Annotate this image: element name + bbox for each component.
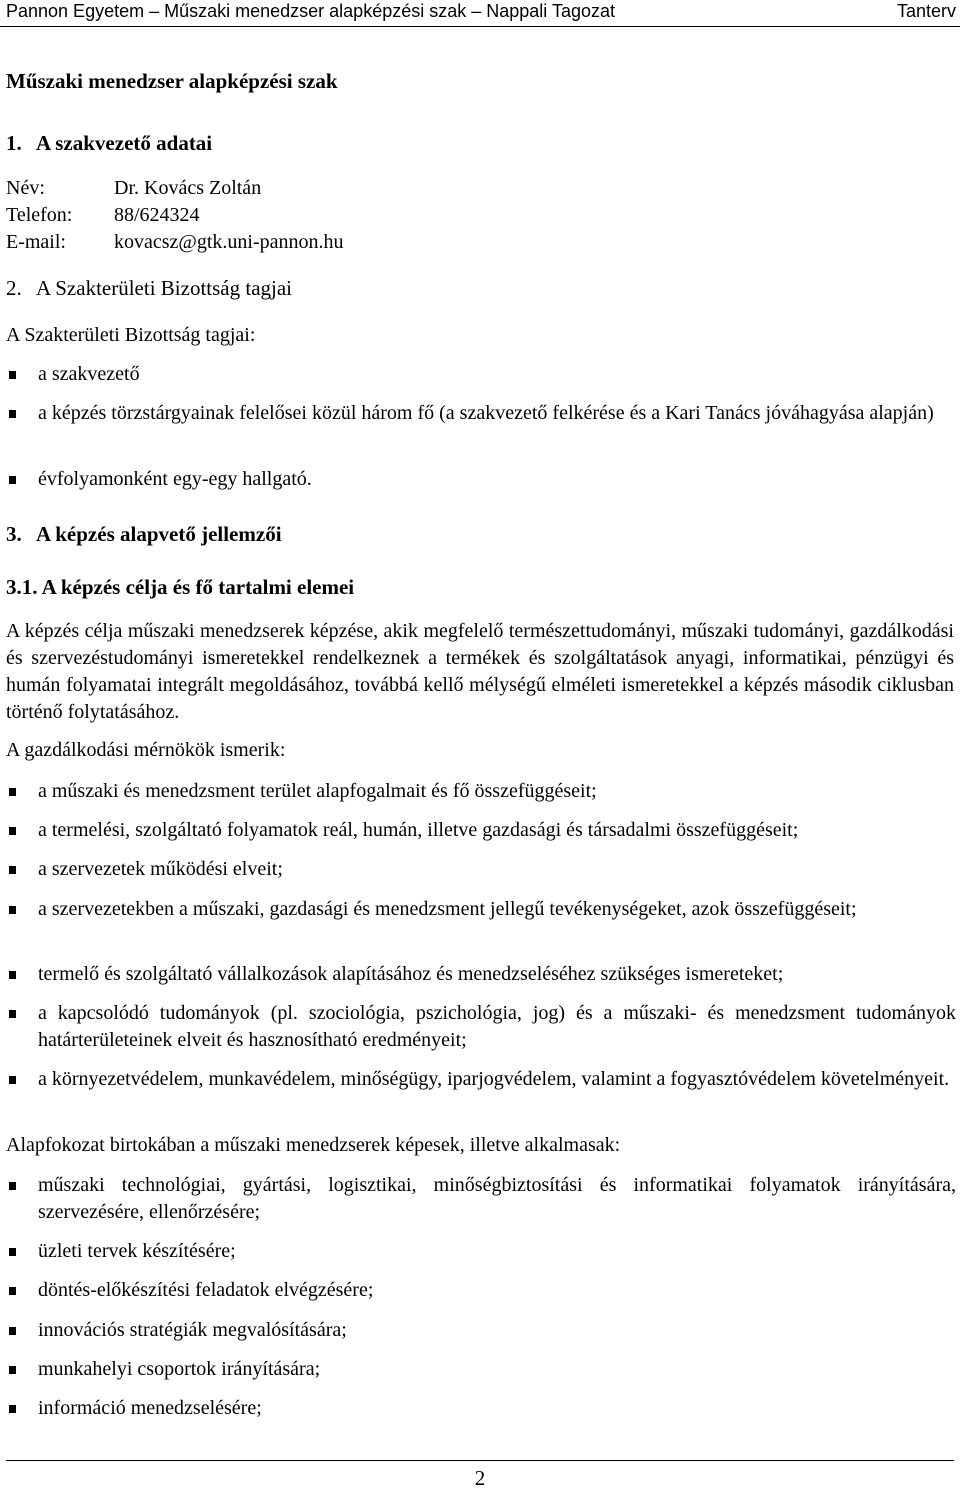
list-item-text: a képzés törzstárgyainak felelősei közül három fő (a szakvezető felkérése és a Kari Tanács jóváhagyása alapján)	[38, 402, 934, 424]
square-bullet-icon	[9, 1010, 16, 1018]
contact-phone-row	[6, 204, 200, 227]
list-item-text: termelő és szolgáltató vállalkozások alapításához és menedzseléséhez szükséges ismereteket;	[38, 963, 784, 985]
square-bullet-icon	[9, 1076, 16, 1084]
section-1-heading	[6, 131, 212, 156]
list-item-text: évfolyamonként egy-egy hallgató.	[38, 468, 312, 490]
square-bullet-icon	[9, 1287, 16, 1295]
section-2-heading	[6, 276, 292, 301]
list-item-text: műszaki technológiai, gyártási, logisztikai, minőségbiztosítási és informatikai folyamatok irányítására, szervezésére, ellenőrzésére;	[38, 1174, 956, 1223]
section-1-title: A szakvezető adatai	[36, 131, 213, 155]
list-item-text: innovációs stratégiák megvalósítására;	[38, 1319, 347, 1341]
page-number: 2	[474, 1466, 486, 1490]
square-bullet-icon	[9, 1182, 16, 1190]
section-2-number: 2.	[6, 276, 22, 300]
contact-email-label: E-mail:	[6, 231, 66, 253]
section-3-title: A képzés alapvető jellemzői	[36, 522, 282, 546]
goal-paragraph: A képzés célja műszaki menedzserek képzése, akik megfelelő természettudományi, műszaki tudományi, gazdálkodási és szervezéstudományi ismeretekkel rendelkeznek a termékek és szolgáltatások anyagi, informatikai, pénzügyi és humán folyamatai integrált megoldásához, továbbá kellő mélységű elméleti ismeretekkel a képzés második ciklusban történő folytatásához.	[6, 620, 954, 723]
section-2-title: A Szakterületi Bizottság tagjai	[36, 276, 293, 300]
list-item-text: a szakvezető	[38, 363, 140, 385]
contact-email-value: kovacsz@gtk.uni-pannon.hu	[114, 231, 344, 253]
contact-phone-label: Telefon:	[6, 204, 73, 226]
square-bullet-icon	[9, 1405, 16, 1413]
list-item-text: a szervezetekben a műszaki, gazdasági és menedzsment jellegű tevékenységeket, azok összefüggéseit;	[38, 898, 857, 920]
header-right-text: Tanterv	[896, 1, 956, 21]
list-item-text: információ menedzselésére;	[38, 1397, 262, 1419]
list-item-text: munkahelyi csoportok irányítására;	[38, 1358, 321, 1380]
list-item-text: döntés-előkészítési feladatok elvégzésére;	[38, 1279, 374, 1301]
square-bullet-icon	[9, 410, 16, 418]
square-bullet-icon	[9, 1366, 16, 1374]
section-2-intro: A Szakterületi Bizottság tagjai:	[6, 324, 256, 346]
square-bullet-icon	[9, 866, 16, 874]
abilities-intro: Alapfokozat birtokában a műszaki menedzserek képesek, illetve alkalmasak:	[6, 1134, 621, 1156]
section-1-number: 1.	[6, 131, 22, 155]
square-bullet-icon	[9, 788, 16, 796]
square-bullet-icon	[9, 971, 16, 979]
square-bullet-icon	[9, 371, 16, 379]
list-item-text: a műszaki és menedzsment terület alapfogalmait és fő összefüggéseit;	[38, 780, 597, 802]
contact-name-label: Név:	[6, 177, 45, 199]
section-3-number: 3.	[6, 522, 22, 546]
square-bullet-icon	[9, 1248, 16, 1256]
contact-email-row	[6, 231, 343, 254]
contact-name-row	[6, 177, 261, 200]
knowledge-intro: A gazdálkodási mérnökök ismerik:	[6, 739, 286, 761]
square-bullet-icon	[9, 827, 16, 835]
footer-divider	[6, 1460, 954, 1461]
subsection-3-1-heading: 3.1. A képzés célja és fő tartalmi elemei	[6, 575, 355, 599]
contact-phone-value: 88/624324	[114, 204, 200, 226]
square-bullet-icon	[9, 476, 16, 484]
section-3-heading	[6, 522, 282, 547]
list-item-text: a kapcsolódó tudományok (pl. szociológia, pszichológia, jog) és a műszaki- és menedzsment tudományok határterületeinek elveit és hasznosítható eredményeit;	[38, 1002, 956, 1051]
list-item-text: a termelési, szolgáltató folyamatok reál, humán, illetve gazdasági és társadalmi összefüggéseit;	[38, 819, 799, 841]
square-bullet-icon	[9, 1327, 16, 1335]
list-item-text: a szervezetek működési elveit;	[38, 858, 283, 880]
header-left-text: Pannon Egyetem – Műszaki menedzser alapképzési szak – Nappali Tagozat	[6, 1, 616, 21]
contact-name-value: Dr. Kovács Zoltán	[114, 177, 262, 199]
page-header	[0, 0, 960, 27]
list-item-text: a környezetvédelem, munkavédelem, minőségügy, iparjogvédelem, valamint a fogyasztóvédelem követelményeit.	[38, 1068, 950, 1090]
square-bullet-icon	[9, 906, 16, 914]
document-title: Műszaki menedzser alapképzési szak	[6, 69, 338, 93]
list-item-text: üzleti tervek készítésére;	[38, 1240, 236, 1262]
